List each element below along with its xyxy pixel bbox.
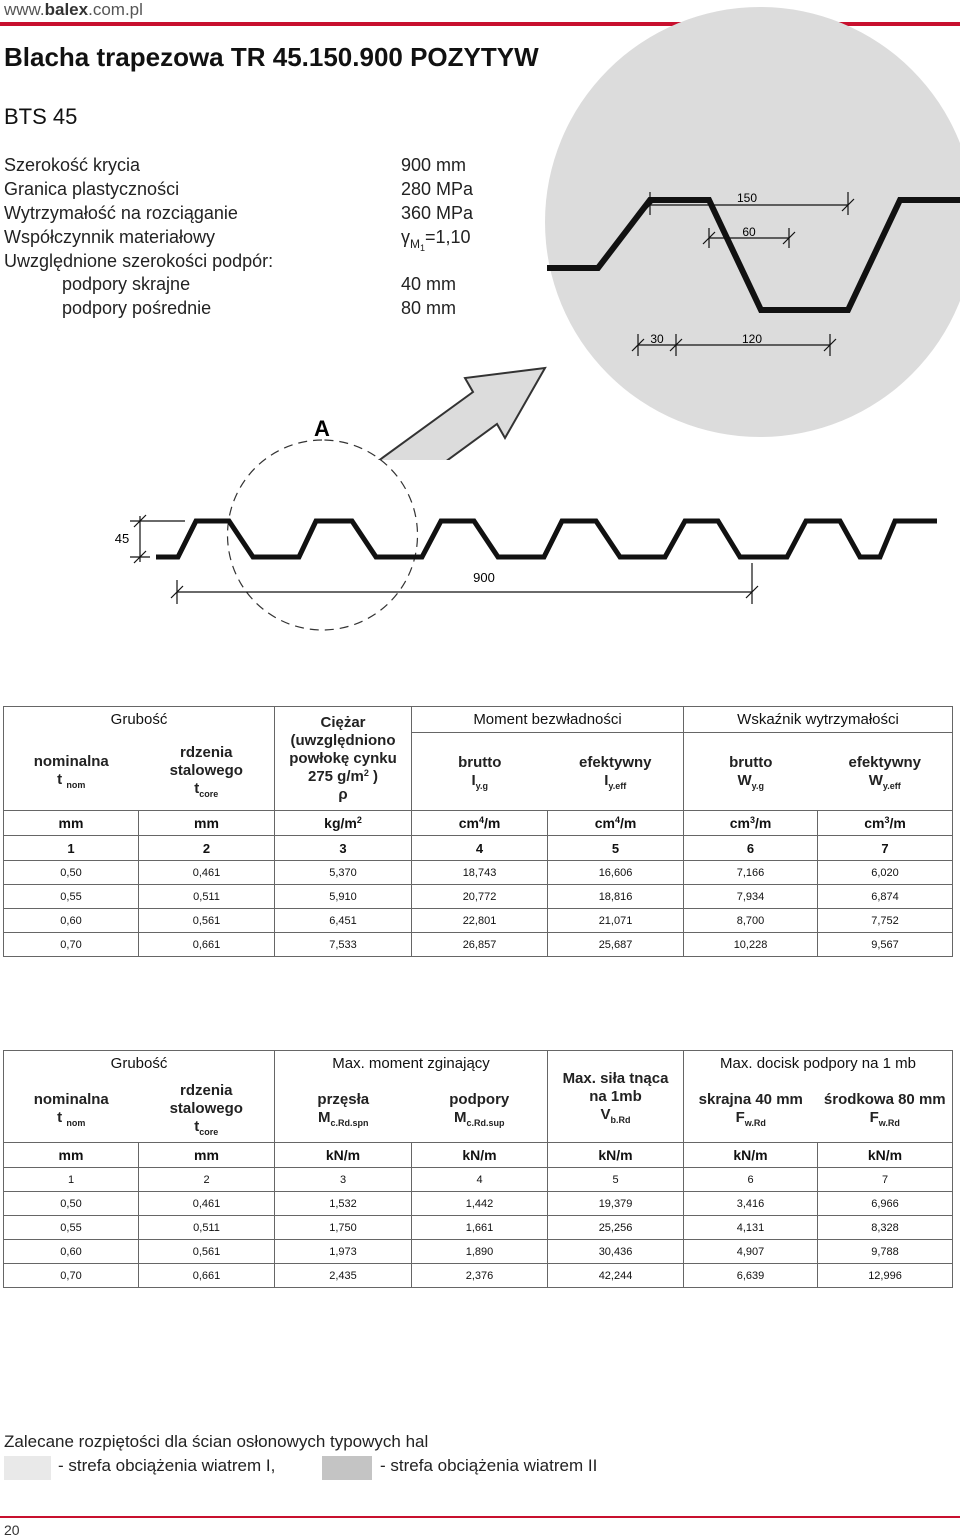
table-cell: 2,435 — [275, 1264, 412, 1288]
table-cell: 6,451 — [275, 909, 412, 933]
spec-value-width: 900 mm — [401, 155, 467, 175]
col-number: 7 — [818, 1168, 953, 1192]
wind-zone-2-swatch — [322, 1456, 372, 1480]
col-number: 2 — [139, 836, 275, 861]
table-cell: 6,639 — [684, 1264, 818, 1288]
col-number: 6 — [684, 836, 818, 861]
table-cell: 7,752 — [818, 909, 953, 933]
table-cell: 0,55 — [4, 885, 139, 909]
table-cell: 18,743 — [412, 861, 548, 885]
table-cell: 0,55 — [4, 1216, 139, 1240]
unit-cell: mm — [4, 1143, 139, 1168]
dim-bottom-flange: 120 — [741, 332, 763, 346]
table-cell: 2,376 — [412, 1264, 548, 1288]
unit-cell: kN/m — [818, 1143, 953, 1168]
table-cell: 3,416 — [684, 1192, 818, 1216]
col-number: 4 — [412, 836, 548, 861]
table-cell: 12,996 — [818, 1264, 953, 1288]
dim-profile-height: 45 — [114, 531, 130, 546]
spec-label-yield: Granica plastyczności — [4, 179, 180, 199]
wind-zone-1-label: - strefa obciążenia wiatrem I, — [58, 1456, 276, 1475]
group-section-modulus: Wskaźnik wytrzymałości — [684, 707, 953, 733]
profile-drawing — [0, 0, 960, 700]
table-row — [4, 861, 953, 885]
table-cell: 0,661 — [139, 1264, 275, 1288]
spec-value-mid-support: 80 mm — [401, 298, 457, 318]
group-thickness: Grubość — [4, 707, 275, 733]
profile-line — [156, 521, 937, 557]
table-cell: 8,700 — [684, 909, 818, 933]
page-title: Blacha trapezowa TR 45.150.900 POZYTYW — [4, 42, 539, 72]
unit-cell: $cm^4/m$ — [412, 811, 548, 836]
table-cell: 22,801 — [412, 909, 548, 933]
dim-top-pitch: 150 — [736, 191, 758, 205]
recommendation-title: Zalecane rozpiętości dla ścian osłonowych typowych hal — [4, 1432, 429, 1451]
table-cell: 16,606 — [548, 861, 684, 885]
col-number: 1 — [4, 836, 139, 861]
table-cell: 1,442 — [412, 1192, 548, 1216]
table-cell: 21,071 — [548, 909, 684, 933]
col-nominal-header: nominalna t $_{nom}$ — [4, 1077, 139, 1143]
col-number: 7 — [818, 836, 953, 861]
col-number: 3 — [275, 836, 412, 861]
table-cell: 1,532 — [275, 1192, 412, 1216]
table-cell: 0,561 — [139, 1240, 275, 1264]
col-number: 4 — [412, 1168, 548, 1192]
table-cell: 0,60 — [4, 909, 139, 933]
table-cell: 8,328 — [818, 1216, 953, 1240]
spec-value-yield: 280 MPa — [401, 179, 474, 199]
table-row — [4, 1240, 953, 1264]
units-row — [4, 811, 953, 836]
table-cell: 9,567 — [818, 933, 953, 957]
spec-value-end-support: 40 mm — [401, 274, 457, 294]
unit-cell: mm — [4, 811, 139, 836]
group-max-moment: Max. moment zginający — [275, 1051, 548, 1077]
spec-label-material-factor: Współczynnik materiałowy — [4, 227, 216, 247]
dim-bottom-edge: 30 — [650, 332, 664, 346]
table-cell: 0,50 — [4, 1192, 139, 1216]
detail-marker-label: A — [314, 416, 330, 441]
properties-table — [3, 706, 953, 957]
units-row — [4, 1143, 953, 1168]
table-cell: 6,966 — [818, 1192, 953, 1216]
unit-cell: $cm^4/m$ — [548, 811, 684, 836]
table-cell: 18,816 — [548, 885, 684, 909]
table-cell: 7,934 — [684, 885, 818, 909]
load-capacity-table — [3, 1050, 953, 1288]
page-number: 20 — [4, 1522, 20, 1538]
unit-cell: kN/m — [684, 1143, 818, 1168]
spec-label-mid-support: podpory pośrednie — [62, 298, 212, 318]
table-row — [4, 1264, 953, 1288]
unit-cell: kN/m — [412, 1143, 548, 1168]
table-cell: 0,50 — [4, 861, 139, 885]
group-thickness: Grubość — [4, 1051, 275, 1077]
spec-value-tensile: 360 MPa — [401, 203, 474, 223]
col-modulus-effective-header: efektywny $W_{y.eff}$ — [818, 733, 953, 811]
unit-cell: kN/m — [275, 1143, 412, 1168]
spec-value-material-factor: $\gamma_{M1}=1,10$ — [401, 227, 471, 253]
unit-cell: $cm^3/m$ — [818, 811, 953, 836]
col-number: 1 — [4, 1168, 139, 1192]
col-span-moment-header: przęsła $M_{c.Rd.spn}$ — [275, 1077, 412, 1143]
table-row — [4, 933, 953, 957]
column-number-row — [4, 1168, 953, 1192]
table-cell: 7,533 — [275, 933, 412, 957]
col-number: 2 — [139, 1168, 275, 1192]
unit-cell: mm — [139, 811, 275, 836]
wind-zone-1-swatch — [4, 1456, 51, 1480]
col-mid-support-header: środkowa 80 mm $F_{w.Rd}$ — [818, 1077, 953, 1143]
table-cell: 6,020 — [818, 861, 953, 885]
table-cell: 10,228 — [684, 933, 818, 957]
col-nominal-header: nominalna t $_{nom}$ — [4, 733, 139, 811]
unit-cell: $cm^3/m$ — [684, 811, 818, 836]
group-max-pressure: Max. docisk podpory na 1 mb — [684, 1051, 953, 1077]
col-inertia-effective-header: efektywny $I_{y.eff}$ — [548, 733, 684, 811]
spec-label-end-support: podpory skrajne — [62, 274, 191, 294]
table-cell: 0,70 — [4, 933, 139, 957]
column-number-row — [4, 836, 953, 861]
col-shear-header: Max. siła tnąca na 1mb $V_{b.Rd}$ — [548, 1051, 684, 1143]
table-cell: 0,511 — [139, 1216, 275, 1240]
col-inertia-gross-header: brutto $I_{y.g}$ — [412, 733, 548, 811]
table-cell: 5,370 — [275, 861, 412, 885]
table-cell: 5,910 — [275, 885, 412, 909]
bottom-rule — [0, 1516, 960, 1518]
table-cell: 7,166 — [684, 861, 818, 885]
group-moment-of-inertia: Moment bezwładności — [412, 707, 684, 733]
table-cell: 1,973 — [275, 1240, 412, 1264]
col-number: 5 — [548, 836, 684, 861]
col-number: 3 — [275, 1168, 412, 1192]
unit-cell: $kg/m^2$ — [275, 811, 412, 836]
product-code: BTS 45 — [4, 104, 78, 129]
table-cell: 0,511 — [139, 885, 275, 909]
table-cell: 25,256 — [548, 1216, 684, 1240]
table-cell: 0,661 — [139, 933, 275, 957]
table-cell: 20,772 — [412, 885, 548, 909]
col-number: 5 — [548, 1168, 684, 1192]
table-row — [4, 885, 953, 909]
table-cell: 0,60 — [4, 1240, 139, 1264]
table-cell: 0,461 — [139, 861, 275, 885]
table-cell: 4,131 — [684, 1216, 818, 1240]
spec-label-support-widths: Uwzględnione szerokości podpór: — [4, 251, 274, 271]
spec-label-tensile: Wytrzymałość na rozciąganie — [4, 203, 238, 223]
col-number: 6 — [684, 1168, 818, 1192]
col-modulus-gross-header: brutto $W_{y.g}$ — [684, 733, 818, 811]
table-cell: 9,788 — [818, 1240, 953, 1264]
table-row — [4, 1216, 953, 1240]
wind-zone-2-label: - strefa obciążenia wiatrem II — [380, 1456, 598, 1475]
table-cell: 4,907 — [684, 1240, 818, 1264]
table-row — [4, 1192, 953, 1216]
table-cell: 42,244 — [548, 1264, 684, 1288]
table-cell: 1,661 — [412, 1216, 548, 1240]
col-core-header: rdzenia stalowego $t_{core}$ — [139, 1077, 275, 1143]
table-row — [4, 909, 953, 933]
dim-profile-width: 900 — [473, 570, 495, 585]
spec-label-width: Szerokość krycia — [4, 155, 141, 175]
table-cell: 6,874 — [818, 885, 953, 909]
table-cell: 19,379 — [548, 1192, 684, 1216]
table-cell: 1,890 — [412, 1240, 548, 1264]
dim-top-flange: 60 — [742, 225, 756, 239]
table-cell: 25,687 — [548, 933, 684, 957]
col-support-moment-header: podpory $M_{c.Rd.sup}$ — [412, 1077, 548, 1143]
table-cell: 26,857 — [412, 933, 548, 957]
table-cell: 0,461 — [139, 1192, 275, 1216]
detail-marker-circle — [228, 440, 418, 630]
col-core-header: rdzenia stalowego $t_{core}$ — [139, 733, 275, 811]
table-cell: 0,70 — [4, 1264, 139, 1288]
unit-cell: kN/m — [548, 1143, 684, 1168]
site-url[interactable]: www.balex.com.pl — [4, 0, 143, 19]
unit-cell: mm — [139, 1143, 275, 1168]
table-cell: 30,436 — [548, 1240, 684, 1264]
col-weight-header: Ciężar (uwzględniono powłokę cynku 275 $g/m^2$ ) ρ — [275, 707, 412, 811]
table-cell: 0,561 — [139, 909, 275, 933]
table-cell: 1,750 — [275, 1216, 412, 1240]
col-end-support-header: skrajna 40 mm $F_{w.Rd}$ — [684, 1077, 818, 1143]
